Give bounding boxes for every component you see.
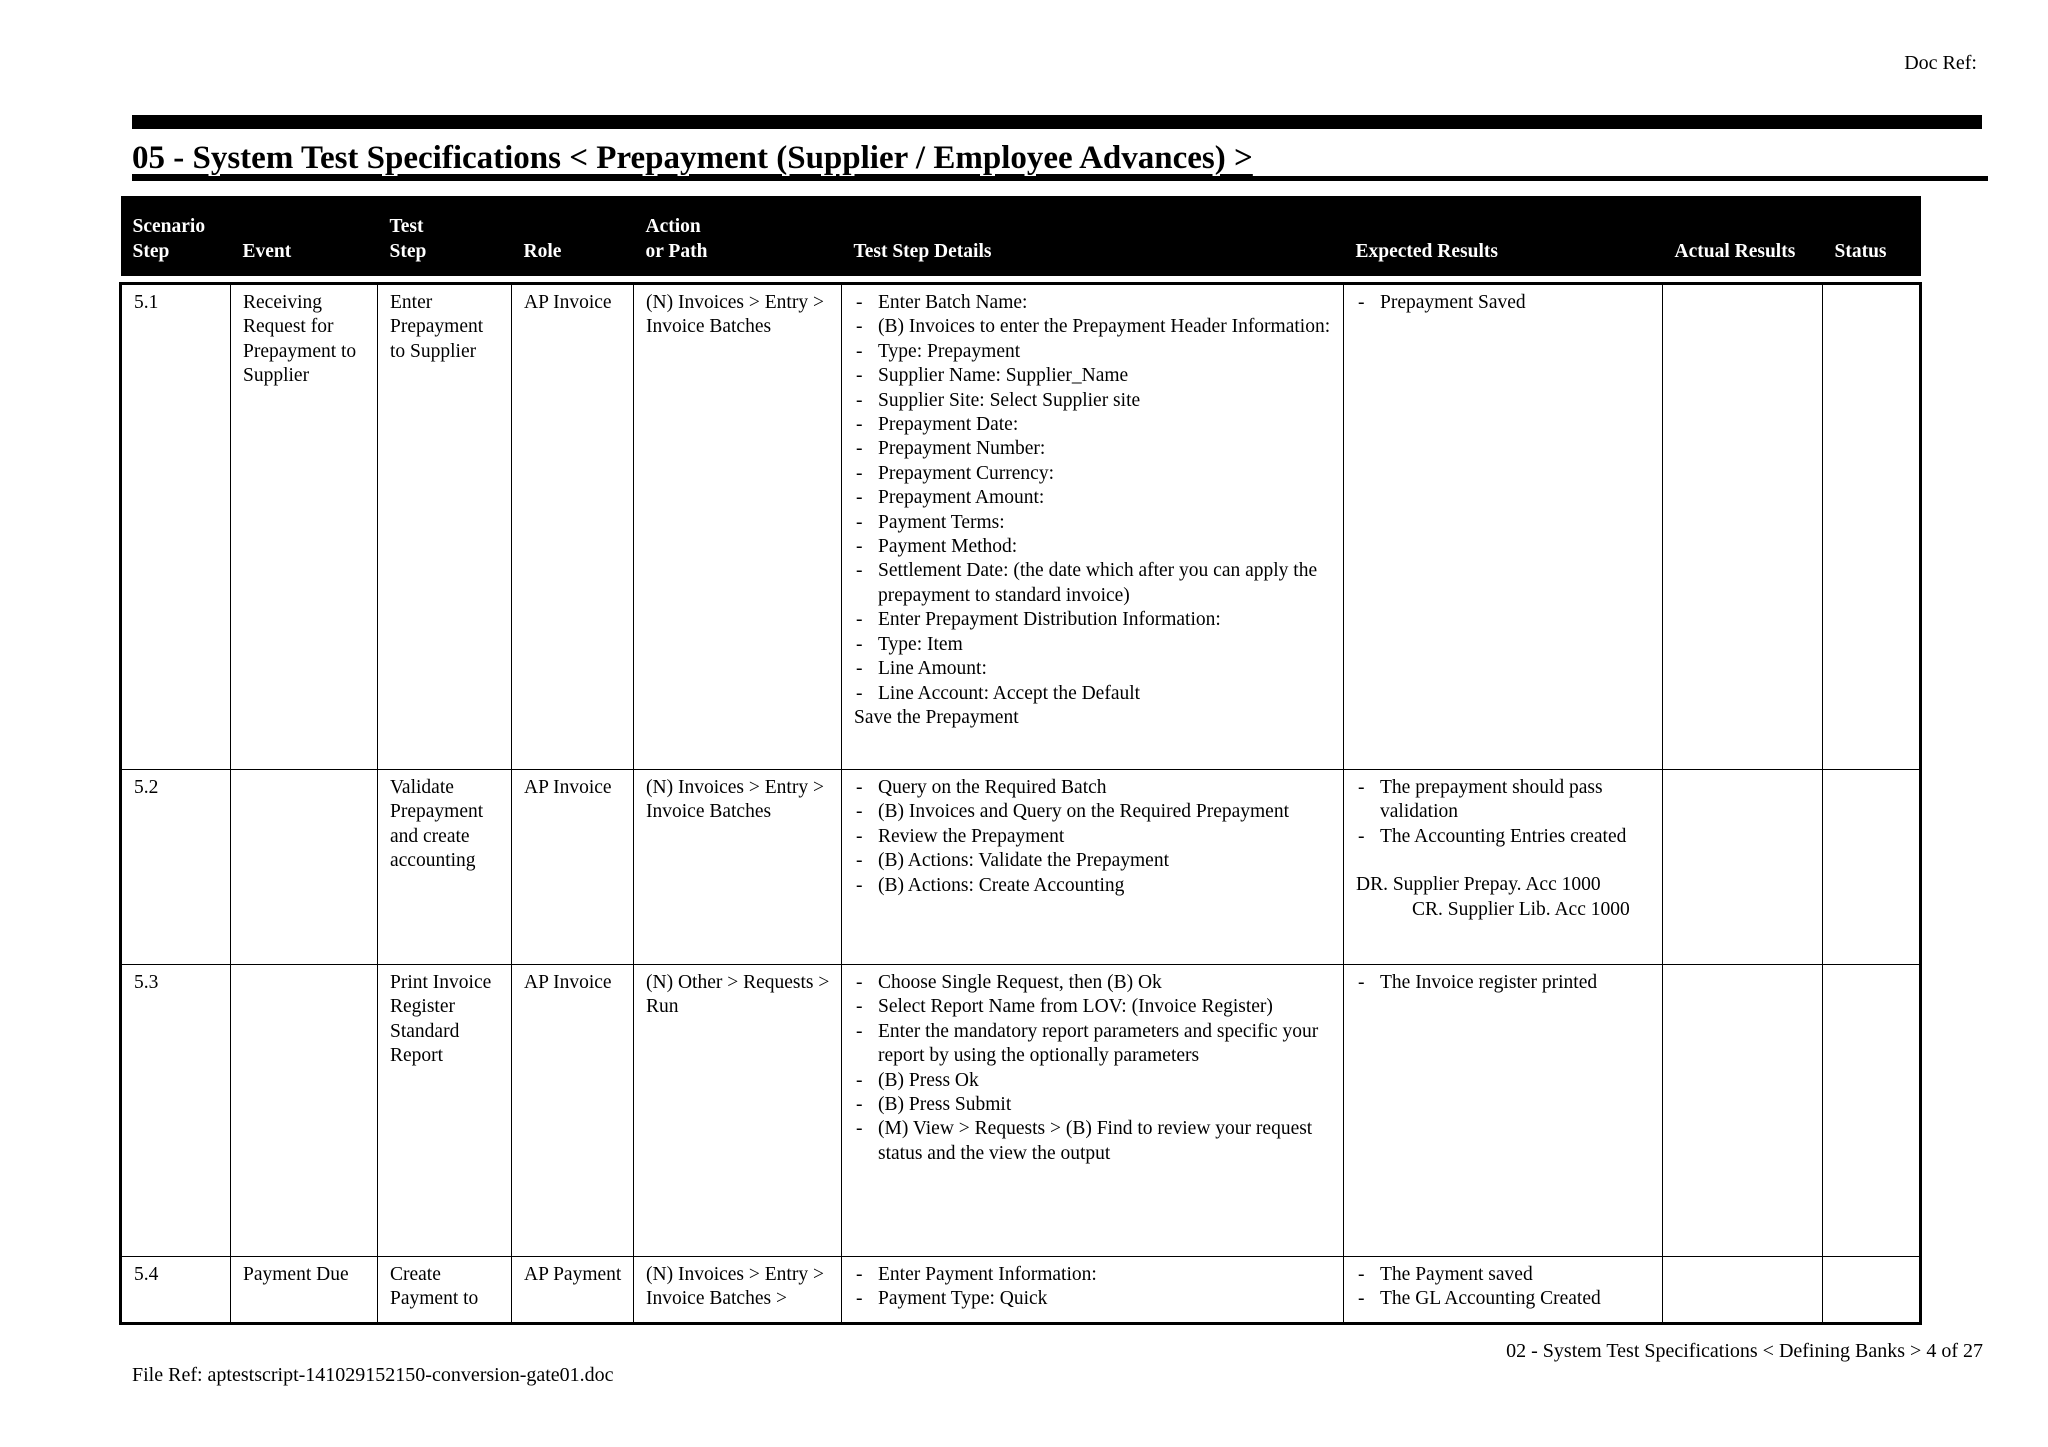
- row-status[interactable]: [1823, 770, 1921, 965]
- row-details: [842, 284, 1344, 770]
- row-actual-results[interactable]: [1663, 965, 1823, 1257]
- list-item: - Prepayment Saved: [1356, 291, 1652, 315]
- row-details: [842, 1257, 1344, 1324]
- row-details: [842, 965, 1344, 1257]
- accounting-debit-note: DR. Supplier Prepay. Acc 1000: [1356, 874, 1601, 896]
- accounting-credit-note: CR. Supplier Lib. Acc 1000: [1412, 898, 1630, 920]
- row-step: 5.2: [121, 770, 231, 965]
- col-event: Event: [231, 196, 378, 276]
- row-action: (N) Invoices > Entry > Invoice Batches: [634, 770, 842, 965]
- footer-page-info: 02 - System Test Specifications < Defining Banks > 4 of 27: [1506, 1340, 1983, 1362]
- row-expected: [1344, 770, 1663, 965]
- list-item: - Choose Single Request, then (B) Ok: [854, 971, 1333, 995]
- row-step: 5.4: [121, 1257, 231, 1324]
- list-item: - (M) View > Requests > (B) Find to review your request status and the view the output: [854, 1117, 1333, 1166]
- list-item: - The GL Accounting Created: [1356, 1287, 1652, 1311]
- list-item: - (B) Actions: Validate the Prepayment: [854, 849, 1333, 873]
- details-tail: Save the Prepayment: [854, 706, 1019, 728]
- row-event: [231, 965, 378, 1257]
- row-event: Receiving Request for Prepayment to Supplier: [231, 284, 378, 770]
- list-item: - Review the Prepayment: [854, 825, 1333, 849]
- row-action: (N) Other > Requests > Run: [634, 965, 842, 1257]
- list-item: - Type: Prepayment: [854, 340, 1333, 364]
- list-item: - The prepayment should pass validation: [1356, 776, 1652, 825]
- title-rule: [132, 176, 1988, 181]
- col-expected-results: Expected Results: [1344, 196, 1663, 276]
- table-row: [121, 1257, 1921, 1324]
- list-item: - The Accounting Entries created: [1356, 825, 1652, 849]
- list-item: - Settlement Date: (the date which after you can apply the prepayment to standard invoice): [854, 559, 1333, 608]
- header-bar: [132, 115, 1982, 129]
- list-item: - Query on the Required Batch: [854, 776, 1333, 800]
- row-event: Payment Due: [231, 1257, 378, 1324]
- col-test-step: Test Step: [378, 196, 512, 276]
- list-item: - Enter Prepayment Distribution Information:: [854, 608, 1333, 632]
- row-status[interactable]: [1823, 284, 1921, 770]
- row-expected: [1344, 1257, 1663, 1324]
- list-item: - Prepayment Number:: [854, 437, 1333, 461]
- row-test-step: Create Payment to: [378, 1257, 512, 1324]
- col-test-step-details: Test Step Details: [842, 196, 1344, 276]
- list-item: - Enter Payment Information:: [854, 1263, 1333, 1287]
- table-row: [121, 284, 1921, 770]
- page-title: 05 - System Test Specifications < Prepayment (Supplier / Employee Advances) >: [132, 140, 1253, 176]
- row-actual-results[interactable]: [1663, 1257, 1823, 1324]
- row-test-step: Print Invoice Register Standard Report: [378, 965, 512, 1257]
- footer-file-ref: File Ref: aptestscript-141029152150-conversion-gate01.doc: [132, 1364, 614, 1386]
- col-status: Status: [1823, 196, 1921, 276]
- row-test-step: Validate Prepayment and create accounting: [378, 770, 512, 965]
- row-step: 5.3: [121, 965, 231, 1257]
- table-row: [121, 965, 1921, 1257]
- row-test-step: Enter Prepayment to Supplier: [378, 284, 512, 770]
- list-item: - Enter Batch Name:: [854, 291, 1333, 315]
- table-header: [121, 196, 1921, 284]
- list-item: - (B) Press Ok: [854, 1069, 1333, 1093]
- list-item: - The Invoice register printed: [1356, 971, 1652, 995]
- row-action: (N) Invoices > Entry > Invoice Batches: [634, 284, 842, 770]
- table-row: [121, 770, 1921, 965]
- col-scenario-step: Scenario Step: [121, 196, 231, 276]
- row-role: AP Invoice: [512, 284, 634, 770]
- doc-ref: Doc Ref:: [1904, 52, 1977, 74]
- row-details: [842, 770, 1344, 965]
- list-item: - (B) Invoices and Query on the Required Prepayment: [854, 800, 1333, 824]
- row-role: AP Invoice: [512, 965, 634, 1257]
- list-item: - Line Amount:: [854, 657, 1333, 681]
- list-item: - Select Report Name from LOV: (Invoice Register): [854, 995, 1333, 1019]
- list-item: - Prepayment Currency:: [854, 462, 1333, 486]
- row-role: AP Payment: [512, 1257, 634, 1324]
- list-item: - Line Account: Accept the Default: [854, 682, 1333, 706]
- row-expected: [1344, 284, 1663, 770]
- list-item: - Prepayment Date:: [854, 413, 1333, 437]
- row-status[interactable]: [1823, 1257, 1921, 1324]
- list-item: - Payment Type: Quick: [854, 1287, 1333, 1311]
- row-action: (N) Invoices > Entry > Invoice Batches >: [634, 1257, 842, 1324]
- col-actual-results: Actual Results: [1663, 196, 1823, 276]
- list-item: - The Payment saved: [1356, 1263, 1652, 1287]
- list-item: - Prepayment Amount:: [854, 486, 1333, 510]
- list-item: - Supplier Site: Select Supplier site: [854, 389, 1333, 413]
- list-item: - Supplier Name: Supplier_Name: [854, 364, 1333, 388]
- row-status[interactable]: [1823, 965, 1921, 1257]
- list-item: - Enter the mandatory report parameters and specific your report by using the optionally parameters: [854, 1020, 1333, 1069]
- row-step: 5.1: [121, 284, 231, 770]
- list-item: - (B) Press Submit: [854, 1093, 1333, 1117]
- list-item: - Type: Item: [854, 633, 1333, 657]
- row-role: AP Invoice: [512, 770, 634, 965]
- list-item: - (B) Actions: Create Accounting: [854, 874, 1333, 898]
- row-event: [231, 770, 378, 965]
- row-expected: [1344, 965, 1663, 1257]
- list-item: - (B) Invoices to enter the Prepayment Header Information:: [854, 315, 1333, 339]
- col-role: Role: [512, 196, 634, 276]
- list-item: - Payment Terms:: [854, 511, 1333, 535]
- row-actual-results[interactable]: [1663, 284, 1823, 770]
- test-spec-table: [119, 196, 1922, 1325]
- col-action-path: Action or Path: [634, 196, 842, 276]
- list-item: - Payment Method:: [854, 535, 1333, 559]
- row-actual-results[interactable]: [1663, 770, 1823, 965]
